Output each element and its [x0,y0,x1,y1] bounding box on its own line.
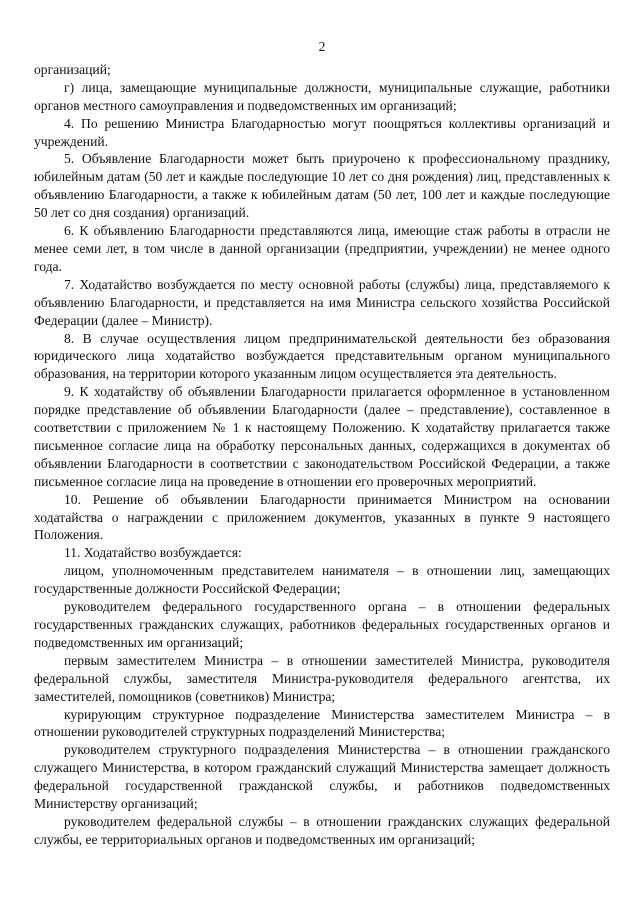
paragraph: лицом, уполномоченным представителем нанимателя – в отношении лиц, замещающих государственные должности Российской Федерации; [34,563,610,597]
paragraph: 4. По решению Министра Благодарностью могут поощряться коллективы организаций и учреждений. [34,115,610,149]
paragraph: руководителем структурного подразделения Министерства – в отношении гражданского служащего Министерства, в котором гражданский служащий Министерства замещает должность федеральной государственной гражданской службы, и работников подведомственных Министерству организаций; [34,742,610,812]
page-number: 2 [318,39,326,54]
paragraph: 11. Ходатайство возбуждается: [64,545,242,561]
paragraph: 8. В случае осуществления лицом предпринимательской деятельности без образования юридического лица ходатайство возбуждается представительным органом муниципального образования, на территории которого указанным лицом осуществляется эта деятельность. [34,330,610,382]
paragraph: курирующим структурное подразделение Министерства заместителем Министра – в отношении руководителей структурных подразделений Министерства; [34,706,610,740]
paragraph: организаций; [34,61,111,77]
paragraph: 7. Ходатайство возбуждается по месту основной работы (службы) лица, представляемого к объявлению Благодарности, и представляется на имя Министра сельского хозяйства Российской Федерации (далее – Министр). [34,276,610,328]
paragraph: 5. Объявление Благодарности может быть приурочено к профессиональному празднику, юбилейным датам (50 лет и каждые последующие 10 лет со дня рождения) лиц, представленных к объявлению Благодарности, а также к юбилейным датам (50 лет, 100 лет и каждые последующие 50 лет со дня создания) организаций. [34,151,610,221]
document-body [34,61,610,849]
paragraph: г) лица, замещающие муниципальные должности, муниципальные служащие, работники органов местного самоуправления и подведомственных им организаций; [34,79,610,113]
paragraph: 10. Решение об объявлении Благодарности принимается Министром на основании ходатайства о награждении с приложением документов, указанных в пункте 9 настоящего Положения. [34,491,610,543]
paragraph: 9. К ходатайству об объявлении Благодарности прилагается оформленное в установленном порядке представление об объявлении Благодарности (далее – представление), составленное в соответствии с приложением № 1 к настоящему Положению. К ходатайству прилагается также письменное согласие лица на обработку персональных данных, содержащихся в документах об объявлении Благодарности в соответствии с законодательством Российской Федерации, а также письменное согласие лица на проведение в отношении его проверочных мероприятий. [34,384,610,489]
paragraph: руководителем федеральной службы – в отношении гражданских служащих федеральной службы, ее территориальных органов и подведомственных им организаций; [34,813,610,847]
paragraph: руководителем федерального государственного органа – в отношении федеральных государственных гражданских служащих, работников федеральных государственных органов и подведомственных им организаций; [34,599,610,650]
paragraph: первым заместителем Министра – в отношении заместителей Министра, руководителя федеральной службы, заместителя Министра-руководителя федерального агентства, их заместителей, помощников (советников) Министра; [34,652,610,704]
paragraph: 6. К объявлению Благодарности представляются лица, имеющие стаж работы в отрасли не менее семи лет, в том числе в данной организации (предприятии, учреждении) не менее одного года. [34,223,610,274]
